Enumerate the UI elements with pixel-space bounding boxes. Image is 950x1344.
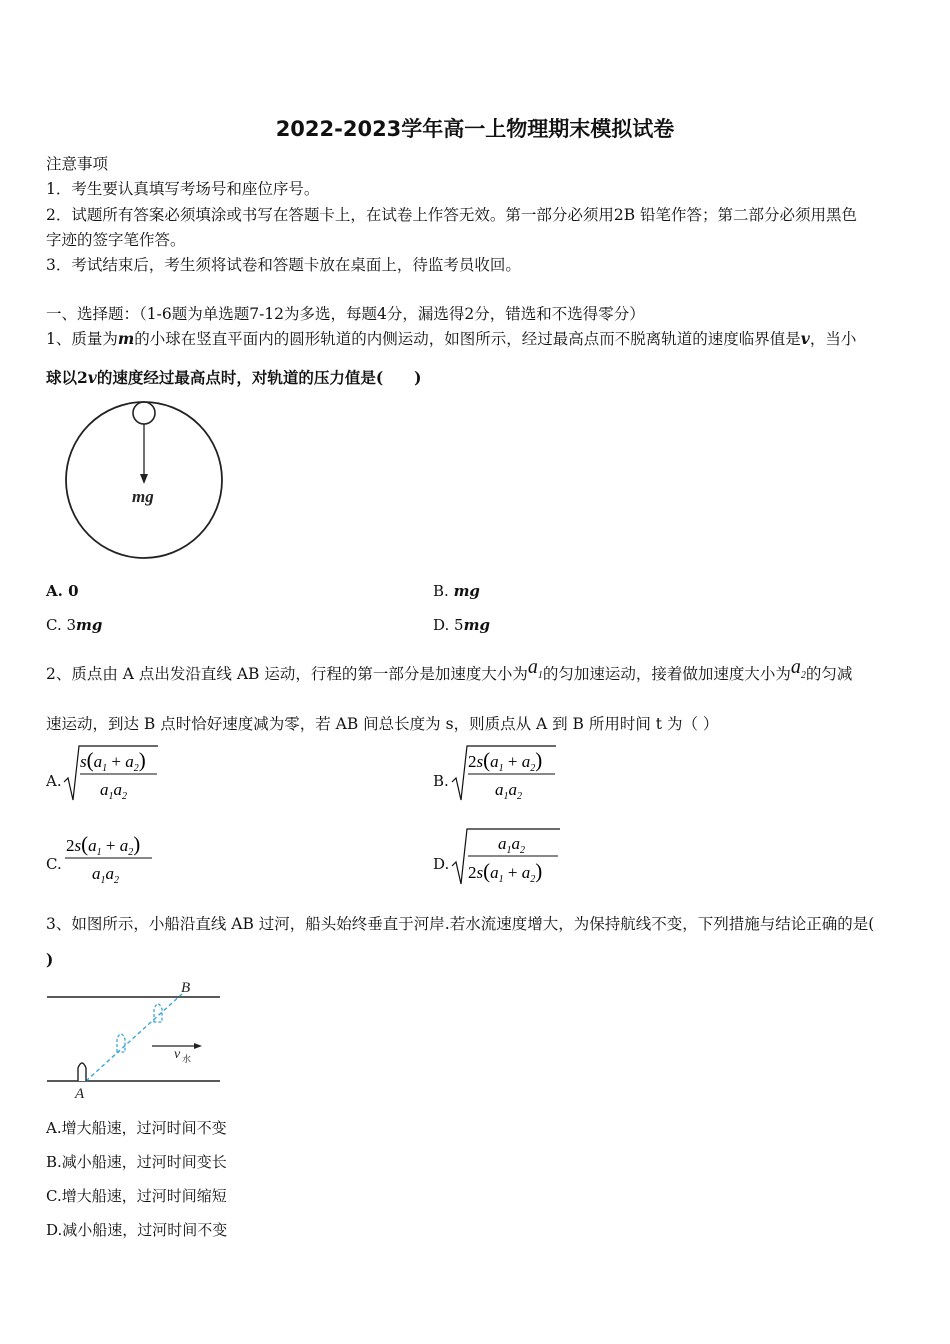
notice-item-2: 2．试题所有答案必须填涂或书写在答题卡上，在试卷上作答无效。第一部分必须用2B 铅笔作答；第二部分必须用黑色 [46,206,858,224]
q1-option-d[interactable] [433,616,490,634]
q1-var-m: m [117,329,135,348]
formula-denominator: $a_1a_2$ [100,780,127,802]
q3-option-c[interactable]: C.增大船速，过河时间缩短 [46,1187,227,1205]
q1-text-a: 1、质量为 [46,330,118,348]
q1-text-c: ，当小 [809,330,857,348]
formula-denominator: $a_1a_2$ [92,864,119,886]
q2-option-b-formula [450,742,570,804]
formula-denominator: $2s(a_1 + a_2)$ [468,859,543,885]
q2-option-b-label[interactable]: B. [433,772,449,790]
q2-text-c: 的匀减 [805,665,853,683]
page-title: 2022-2023学年高一上物理期末模拟试卷 [275,117,675,141]
q2-a2-sub: 2 [800,670,806,681]
q3-option-a[interactable]: A.增大船速，过河时间不变 [46,1119,227,1137]
q1-option-a-text: A. 0 [46,582,79,600]
label-a: A [75,1086,85,1102]
formula-numerator: $2s(a_1 + a_2)$ [468,748,543,774]
q1-text-e: 的速度经过最高点时，对轨道的压力值是( ) [96,368,422,387]
formula-denominator: $a_1a_2$ [495,780,522,802]
q2-option-a-label[interactable]: A. [46,772,62,790]
q2-a1-var: a [527,656,538,678]
q3-river-figure [44,976,224,1106]
q3-option-b[interactable]: B.减小船速，过河时间变长 [46,1153,227,1171]
formula-numerator: $2s(a_1 + a_2)$ [66,832,141,858]
q2-a2 [790,656,806,681]
notice-item-2-cont: 字迹的签字笔作答。 [46,231,186,249]
q1-option-b-val: mg [453,582,480,600]
path-ab [86,994,182,1081]
q2-option-c-formula [62,826,162,888]
q1-text-line2 [46,366,421,388]
q2-text-b: 的匀加速运动，接着做加速度大小为 [542,665,791,683]
q1-var-v: v [800,329,810,348]
q1-option-a[interactable] [46,582,79,600]
q2-a1 [527,656,543,681]
formula-numerator: $s(a_1 + a_2)$ [80,748,146,774]
q1-option-b[interactable] [433,582,480,600]
q2-text-a: 2、质点由 A 点出发沿直线 AB 运动，行程的第一部分是加速度大小为 [46,665,528,683]
arrow-head-icon [194,1043,202,1049]
q2-option-d-label[interactable]: D. [433,855,450,873]
notice-heading: 注意事项 [46,155,109,173]
formula-numerator: $a_1a_2$ [498,834,525,856]
label-b: B [181,980,191,996]
q2-option-d-formula [450,824,570,888]
q2-option-a-formula [62,742,172,804]
q1-text-line1 [46,327,856,349]
mg-label: mg [132,487,154,506]
q1-text-b: 的小球在竖直平面内的圆形轨道的内侧运动，如图所示，经过最高点而不脱离轨道的速度临界值是 [134,330,801,348]
q2-text-line2: 速运动，到达 B 点时恰好速度减为零，若 AB 间总长度为 s，则质点从 A 到 B 所用时间 t 为（ ） [46,715,719,733]
ball [133,402,155,424]
q2-text-line1 [46,656,853,687]
arrow-head-icon [140,474,148,484]
boat-ghost-icon [117,1034,125,1052]
q1-option-c[interactable] [46,616,102,634]
notice-item-1: 1．考生要认真填写考场号和座位序号。 [46,180,320,198]
q1-option-c-val: mg [76,616,103,634]
q1-option-d-prefix: D. 5 [433,616,464,634]
q3-option-d[interactable]: D.减小船速，过河时间不变 [46,1221,228,1239]
q1-var-2v: v [87,368,97,387]
q1-option-d-val: mg [463,616,490,634]
q1-option-b-prefix: B. [433,582,454,600]
q1-circle-track-figure [60,396,230,566]
boat-icon [78,1063,86,1081]
label-v-sub: 水 [182,1055,192,1065]
q1-text-d: 球以2 [46,368,88,387]
q2-option-c-label[interactable]: C. [46,855,62,873]
q2-a1-sub: 1 [537,670,543,681]
label-v: v [174,1047,181,1062]
q3-text-line2: ) [46,950,54,969]
notice-item-3: 3．考试结束后，考生须将试卷和答题卡放在桌面上，待监考员收回。 [46,256,521,274]
q3-text-line1: 3、如图所示，小船沿直线 AB 过河，船头始终垂直于河岸.若水流速度增大，为保持航线不变，下列措施与结论正确的是( [46,915,875,933]
section-heading: 一、选择题：（1-6题为单选题7-12为多选，每题4分，漏选得2分，错选和不选得零分） [46,305,645,323]
q2-a2-var: a [790,656,801,678]
q1-option-c-prefix: C. 3 [46,616,77,634]
